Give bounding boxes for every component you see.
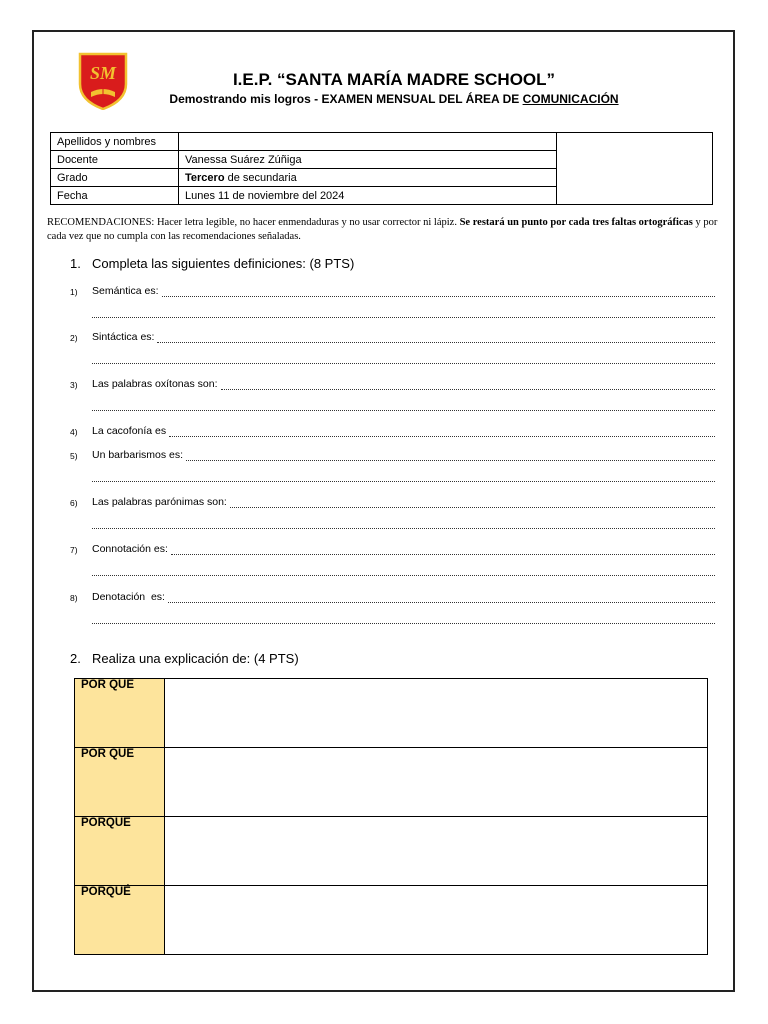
info-value-teacher: Vanessa Suárez Zúñiga bbox=[179, 151, 557, 169]
explanation-table bbox=[74, 678, 708, 955]
recommendations-after: y por cada vez que no cumpla con las recomendaciones señaladas. bbox=[47, 217, 718, 242]
subtitle-area: COMUNICACIÓN bbox=[522, 92, 619, 106]
explain-term: PORQUÉ bbox=[75, 886, 165, 955]
item-number: 4) bbox=[70, 427, 78, 437]
school-title: I.E.P. “SANTA MARÍA MADRE SCHOOL” bbox=[232, 70, 556, 89]
answer-line[interactable] bbox=[230, 498, 715, 508]
item-number: 3) bbox=[70, 380, 78, 390]
subtitle-prefix: Demostrando mis logros - EXAMEN MENSUAL DEL ÁREA DE bbox=[169, 92, 523, 106]
explain-answer-box[interactable] bbox=[165, 748, 708, 817]
info-value-name[interactable] bbox=[179, 133, 557, 151]
answer-line[interactable] bbox=[92, 308, 715, 318]
item-label: Un barbarismos es: bbox=[92, 449, 184, 461]
question-1-text: Completa las siguientes definiciones: (8 PTS) bbox=[92, 256, 355, 271]
answer-line[interactable] bbox=[168, 593, 715, 603]
item-label: Las palabras oxítonas son: bbox=[92, 378, 218, 390]
explain-answer-box[interactable] bbox=[165, 817, 708, 886]
answer-line[interactable] bbox=[186, 451, 715, 461]
grade-bold: Tercero bbox=[185, 171, 225, 184]
answer-line[interactable] bbox=[92, 401, 715, 411]
info-value-grade bbox=[179, 169, 557, 187]
answer-line[interactable] bbox=[162, 287, 715, 297]
explain-answer-box[interactable] bbox=[165, 679, 708, 748]
item-number: 8) bbox=[70, 593, 78, 603]
item-label: Denotación es: bbox=[92, 591, 165, 603]
item-label: Las palabras parónimas son: bbox=[92, 496, 227, 508]
answer-line[interactable] bbox=[171, 545, 715, 555]
info-label-teacher: Docente bbox=[51, 151, 179, 169]
answer-line[interactable] bbox=[92, 519, 715, 529]
question-1-title bbox=[70, 256, 354, 271]
item-label: Connotación es: bbox=[92, 543, 168, 555]
info-blank-box bbox=[557, 133, 713, 205]
question-2-number: 2. bbox=[70, 651, 81, 666]
question-1-number: 1. bbox=[70, 256, 81, 271]
item-number: 1) bbox=[70, 287, 78, 297]
info-value-date: Lunes 11 de noviembre del 2024 bbox=[179, 187, 557, 205]
answer-line[interactable] bbox=[169, 427, 715, 437]
item-label: Sintáctica es: bbox=[92, 331, 155, 343]
info-label-name: Apellidos y nombres bbox=[51, 133, 179, 151]
explain-term: POR QUE bbox=[75, 679, 165, 748]
explain-answer-box[interactable] bbox=[165, 886, 708, 955]
item-label: La cacofonía es bbox=[92, 425, 167, 437]
answer-line[interactable] bbox=[92, 614, 715, 624]
recommendations-bold: Se restará un punto por cada tres faltas ortográficas bbox=[459, 217, 693, 228]
item-label: Semántica es: bbox=[92, 285, 159, 297]
question-2-text: Realiza una explicación de: (4 PTS) bbox=[92, 651, 299, 666]
grade-rest: de secundaria bbox=[224, 171, 297, 184]
answer-line[interactable] bbox=[92, 354, 715, 364]
answer-line[interactable] bbox=[92, 472, 715, 482]
info-label-date: Fecha bbox=[51, 187, 179, 205]
info-label-grade: Grado bbox=[51, 169, 179, 187]
answer-line[interactable] bbox=[157, 333, 715, 343]
logo-monogram: SM bbox=[89, 63, 117, 83]
exam-subtitle bbox=[0, 92, 768, 106]
answer-line[interactable] bbox=[221, 380, 716, 390]
student-info-table bbox=[50, 132, 713, 205]
item-number: 7) bbox=[70, 545, 78, 555]
item-number: 2) bbox=[70, 333, 78, 343]
explain-term: PORQUE bbox=[75, 817, 165, 886]
answer-line[interactable] bbox=[92, 566, 715, 576]
recommendations-text: RECOMENDACIONES: Hacer letra legible, no hacer enmendaduras y no usar corrector ni lápiz. bbox=[47, 217, 460, 228]
question-2-title bbox=[70, 651, 299, 666]
recommendations bbox=[47, 216, 719, 244]
item-number: 5) bbox=[70, 451, 78, 461]
explain-term: POR QUE bbox=[75, 748, 165, 817]
item-number: 6) bbox=[70, 498, 78, 508]
